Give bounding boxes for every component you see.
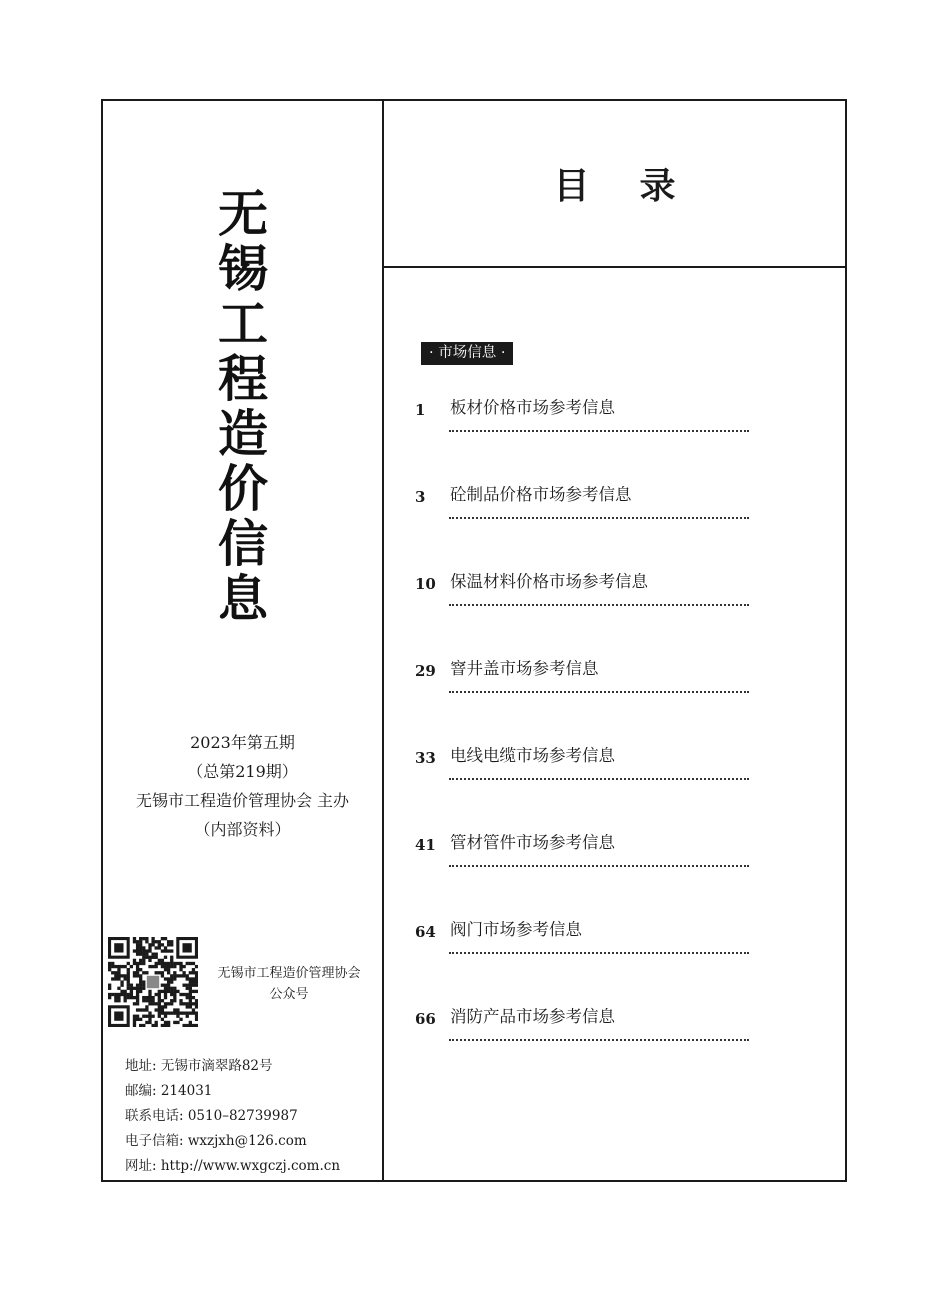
qr-code	[108, 937, 198, 1027]
section-badge: · 市场信息 ·	[421, 342, 513, 365]
publication-title	[193, 186, 293, 626]
title-char: 价	[218, 459, 268, 518]
toc-page-number: 1	[415, 401, 426, 419]
toc-dot-leader	[449, 517, 749, 519]
toc-page-number: 10	[415, 575, 436, 593]
toc-entry-label[interactable]: 消防产品市场参考信息	[450, 1007, 615, 1026]
toc-entry[interactable]	[384, 482, 845, 569]
website-line: 网址: http://www.wxgczj.com.cn	[125, 1158, 341, 1174]
toc-title: 目录	[553, 165, 726, 207]
toc-column	[384, 101, 845, 1180]
page-frame	[101, 99, 847, 1182]
address-line: 地址: 无锡市滴翠路82号	[125, 1058, 273, 1074]
toc-entry-label[interactable]: 砼制品价格市场参考信息	[450, 485, 632, 504]
toc-page-number: 3	[415, 488, 426, 506]
sponsor-line: 无锡市工程造价管理协会 主办	[135, 791, 350, 810]
total-issue-number: （总第219期）	[187, 762, 298, 781]
toc-entry-label[interactable]: 阀门市场参考信息	[450, 920, 582, 939]
toc-dot-leader	[449, 430, 749, 432]
toc-entry-label[interactable]: 电线电缆市场参考信息	[450, 746, 615, 765]
issue-number: 2023年第五期	[190, 733, 295, 752]
toc-entry-label[interactable]: 板材价格市场参考信息	[450, 398, 615, 417]
toc-page-number: 64	[415, 923, 436, 941]
phone-line: 联系电话: 0510–82739987	[125, 1108, 298, 1124]
toc-dot-leader	[449, 778, 749, 780]
toc-dot-leader	[449, 691, 749, 693]
toc-list	[384, 395, 845, 1091]
title-char: 造	[218, 404, 268, 463]
postcode-line: 邮编: 214031	[125, 1083, 213, 1099]
title-char: 信	[218, 514, 268, 573]
toc-entry-label[interactable]: 窨井盖市场参考信息	[450, 659, 599, 678]
title-char: 工	[218, 294, 268, 353]
toc-page-number: 66	[415, 1010, 436, 1028]
toc-entry[interactable]	[384, 917, 845, 1004]
toc-page-number: 29	[415, 662, 436, 680]
toc-entry-label[interactable]: 管材管件市场参考信息	[450, 833, 615, 852]
title-char: 息	[218, 569, 268, 628]
toc-entry[interactable]	[384, 569, 845, 656]
toc-page-number: 41	[415, 836, 436, 854]
toc-entry-label[interactable]: 保温材料价格市场参考信息	[450, 572, 648, 591]
title-char: 无	[218, 184, 268, 243]
toc-page-number: 33	[415, 749, 436, 767]
toc-header	[384, 101, 845, 268]
title-char: 锡	[218, 239, 268, 298]
toc-entry[interactable]	[384, 830, 845, 917]
toc-dot-leader	[449, 604, 749, 606]
toc-entry[interactable]	[384, 743, 845, 830]
qr-caption-line: 公众号	[269, 987, 309, 1002]
toc-entry[interactable]	[384, 395, 845, 482]
title-char: 程	[218, 349, 268, 408]
toc-entry[interactable]	[384, 1004, 845, 1091]
qr-code-image	[108, 937, 198, 1027]
qr-caption-line: 无锡市工程造价管理协会	[217, 966, 361, 981]
issue-info	[103, 733, 382, 849]
internal-material-note: （内部资料）	[194, 820, 291, 839]
toc-dot-leader	[449, 865, 749, 867]
email-line: 电子信箱: wxzjxh@126.com	[125, 1133, 307, 1149]
toc-entry[interactable]	[384, 656, 845, 743]
toc-dot-leader	[449, 952, 749, 954]
qr-caption	[200, 963, 378, 1005]
cover-column	[103, 101, 384, 1180]
contact-info	[125, 1054, 340, 1179]
toc-dot-leader	[449, 1039, 749, 1041]
